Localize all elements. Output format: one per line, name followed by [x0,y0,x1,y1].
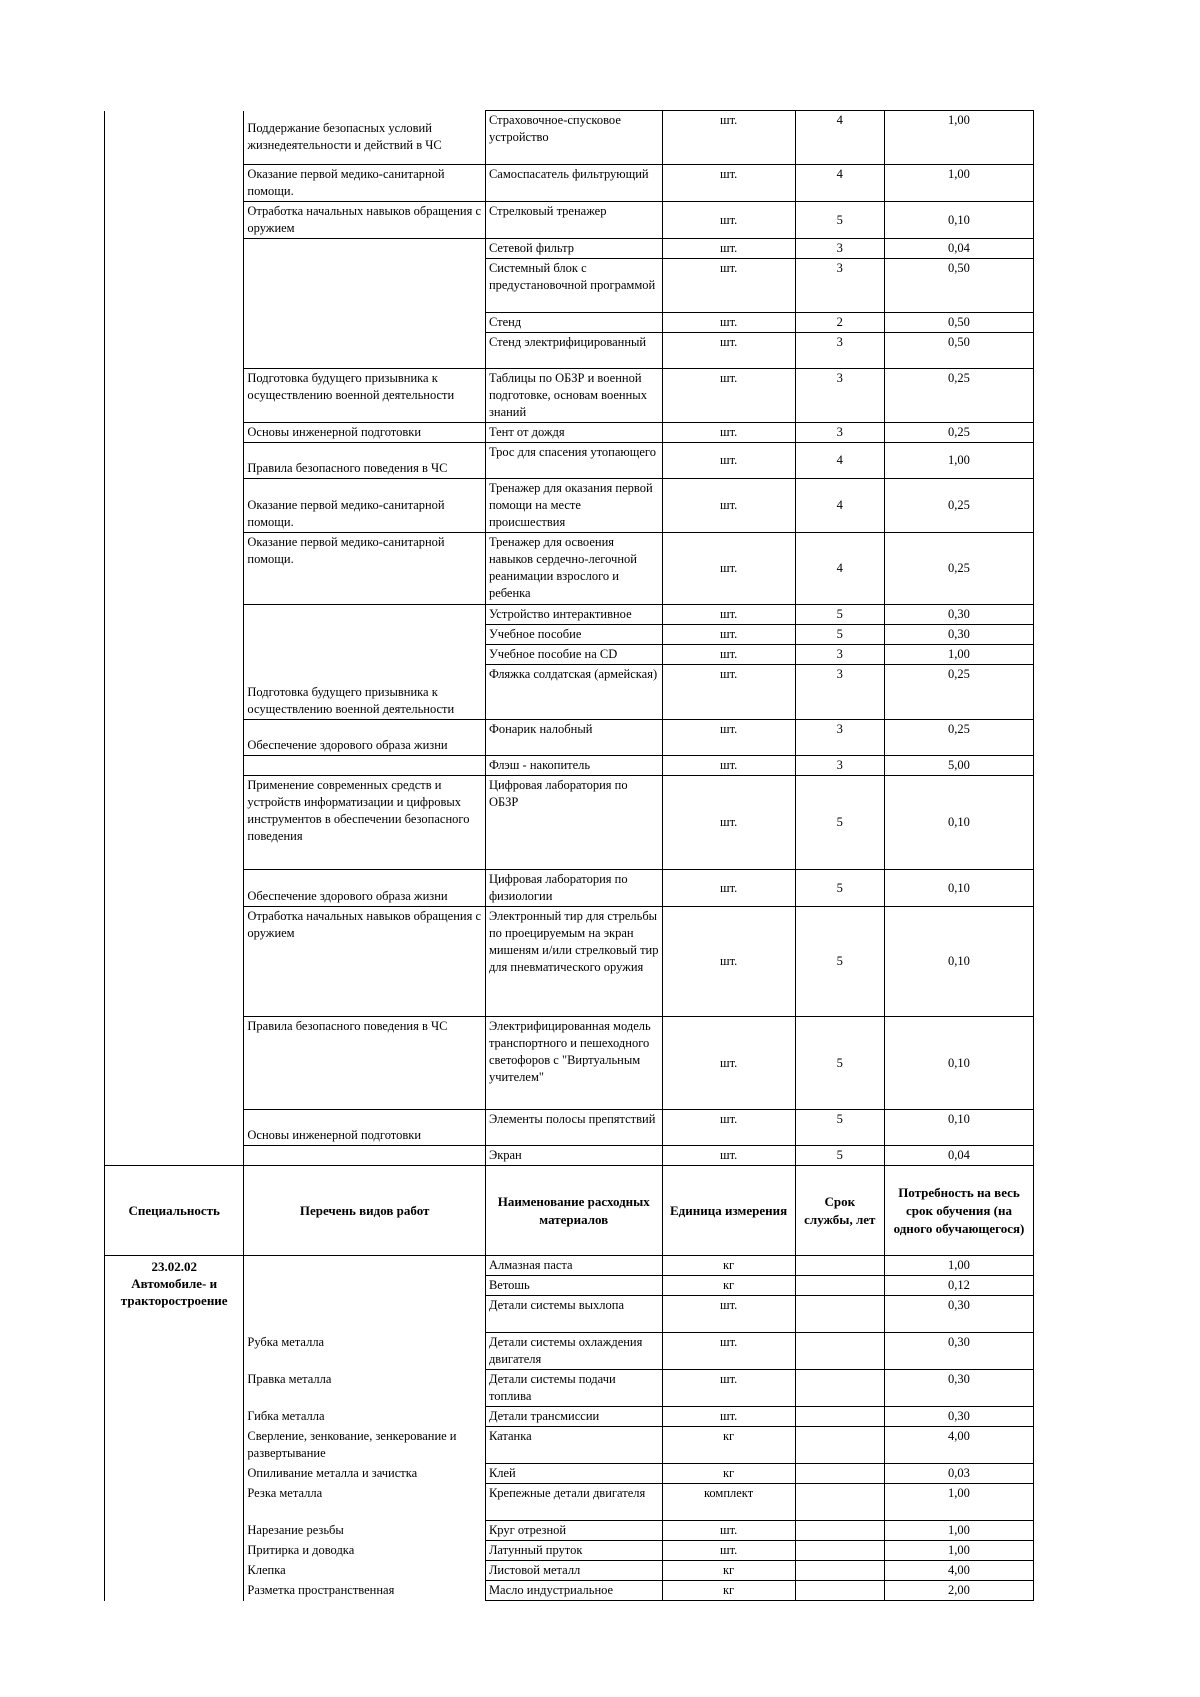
unit-cell: шт. [662,165,795,202]
work-cell: Основы инженерной подготовки [244,1110,486,1146]
table-row [105,1541,1034,1561]
material-cell: Тренажер для освоения навыков сердечно-легочной реанимации взрослого и ребенка [485,533,662,605]
header-material: Наименование расходных материалов [485,1166,662,1256]
table-row [105,1464,1034,1484]
need-cell: 0,30 [884,1296,1033,1333]
life-cell: 3 [795,645,884,665]
table-row [105,1581,1034,1601]
table-row [105,720,1034,756]
material-cell: Сетевой фильтр [485,239,662,259]
work-cell [244,756,486,776]
table-row [105,239,1034,259]
need-cell: 0,10 [884,202,1033,239]
unit-cell: шт. [662,605,795,625]
life-cell: 4 [795,533,884,605]
unit-cell: шт. [662,907,795,1017]
table-row [105,533,1034,605]
material-cell: Детали системы подачи топлива [485,1370,662,1407]
header-life: Срок службы, лет [795,1166,884,1256]
table-row [105,1256,1034,1276]
need-cell: 0,25 [884,423,1033,443]
need-cell: 0,50 [884,313,1033,333]
unit-cell: шт. [662,1407,795,1427]
unit-cell: кг [662,1427,795,1464]
material-cell: Цифровая лаборатория по физиологии [485,870,662,907]
material-cell: Устройство интерактивное [485,605,662,625]
unit-cell: кг [662,1256,795,1276]
need-cell: 0,10 [884,1110,1033,1146]
unit-cell: кг [662,1581,795,1601]
life-cell: 5 [795,1017,884,1110]
unit-cell: шт. [662,479,795,533]
unit-cell: шт. [662,1541,795,1561]
life-cell [795,1370,884,1407]
life-cell: 5 [795,625,884,645]
material-cell: Тент от дождя [485,423,662,443]
unit-cell: шт. [662,776,795,870]
life-cell [795,1541,884,1561]
life-cell [795,1333,884,1370]
work-cell [244,239,486,369]
material-cell: Катанка [485,1427,662,1464]
material-cell: Клей [485,1464,662,1484]
material-cell: Страховочное-спусковое устройство [485,111,662,165]
material-cell: Элементы полосы препятствий [485,1110,662,1146]
need-cell: 0,04 [884,239,1033,259]
material-cell: Электронный тир для стрельбы по проецируемым на экран мишеням и/или стрелковый тир для пневматического оружия [485,907,662,1017]
life-cell: 5 [795,776,884,870]
need-cell: 0,30 [884,605,1033,625]
unit-cell: шт. [662,111,795,165]
work-cell: Отработка начальных навыков обращения с оружием [244,202,486,239]
need-cell: 0,25 [884,479,1033,533]
unit-cell: шт. [662,202,795,239]
material-cell: Латунный пруток [485,1541,662,1561]
life-cell: 3 [795,756,884,776]
unit-cell: шт. [662,333,795,369]
table-row [105,1427,1034,1464]
material-cell: Ветошь [485,1276,662,1296]
life-cell: 3 [795,423,884,443]
unit-cell: шт. [662,645,795,665]
unit-cell: шт. [662,533,795,605]
unit-cell: шт. [662,625,795,645]
material-cell: Электрифицированная модель транспортного и пешеходного светофоров с "Виртуальным учителем" [485,1017,662,1110]
life-cell [795,1256,884,1276]
table-row [105,369,1034,423]
work-cell: Правка металла [244,1370,486,1407]
need-cell: 1,00 [884,111,1033,165]
work-cell [244,1256,486,1333]
material-cell: Стрелковый тренажер [485,202,662,239]
table-row [105,1017,1034,1110]
material-cell: Детали системы охлаждения двигателя [485,1333,662,1370]
life-cell: 3 [795,665,884,720]
need-cell: 4,00 [884,1427,1033,1464]
unit-cell: кг [662,1276,795,1296]
material-cell: Стенд [485,313,662,333]
life-cell: 3 [795,369,884,423]
unit-cell: шт. [662,369,795,423]
life-cell [795,1427,884,1464]
material-cell: Трос для спасения утопающего [485,443,662,479]
work-cell: Нарезание резьбы [244,1521,486,1541]
need-cell: 0,50 [884,259,1033,313]
work-cell: Притирка и доводка [244,1541,486,1561]
speciality-name: Автомобиле- и тракторостроение [120,1276,228,1308]
life-cell: 5 [795,907,884,1017]
unit-cell: шт. [662,870,795,907]
material-cell: Алмазная паста [485,1256,662,1276]
need-cell: 1,00 [884,1484,1033,1521]
material-cell: Листовой металл [485,1561,662,1581]
unit-cell: кг [662,1561,795,1581]
unit-cell: шт. [662,423,795,443]
work-cell: Оказание первой медико-санитарной помощи. [244,479,486,533]
unit-cell: комплект [662,1484,795,1521]
unit-cell: шт. [662,665,795,720]
table-row [105,202,1034,239]
work-cell: Поддержание безопасных условий жизнедеятельности и действий в ЧС [244,111,486,165]
table-row [105,423,1034,443]
unit-cell: шт. [662,313,795,333]
unit-cell: шт. [662,756,795,776]
unit-cell: шт. [662,1017,795,1110]
need-cell: 0,25 [884,533,1033,605]
material-cell: Крепежные детали двигателя [485,1484,662,1521]
need-cell: 0,25 [884,369,1033,423]
table-row [105,907,1034,1017]
material-cell: Масло индустриальное [485,1581,662,1601]
need-cell: 0,25 [884,665,1033,720]
need-cell: 0,12 [884,1276,1033,1296]
materials-table [104,110,1034,1601]
unit-cell: шт. [662,443,795,479]
need-cell: 0,30 [884,1407,1033,1427]
table-row [105,776,1034,870]
life-cell [795,1464,884,1484]
life-cell: 4 [795,479,884,533]
need-cell: 1,00 [884,1541,1033,1561]
table-row [105,1484,1034,1521]
table-row [105,111,1034,165]
work-cell: Сверление, зенкование, зенкерование и развертывание [244,1427,486,1464]
table-row [105,1146,1034,1166]
header-unit: Единица измерения [662,1166,795,1256]
material-cell: Фляжка солдатская (армейская) [485,665,662,720]
material-cell: Флэш - накопитель [485,756,662,776]
unit-cell: шт. [662,1110,795,1146]
material-cell: Тренажер для оказания первой помощи на месте происшествия [485,479,662,533]
need-cell: 0,30 [884,1333,1033,1370]
need-cell: 0,30 [884,625,1033,645]
unit-cell: шт. [662,1521,795,1541]
need-cell: 1,00 [884,165,1033,202]
life-cell [795,1521,884,1541]
life-cell [795,1296,884,1333]
work-cell: Разметка пространственная [244,1581,486,1601]
table-row [105,479,1034,533]
work-cell: Обеспечение здорового образа жизни [244,870,486,907]
life-cell: 3 [795,239,884,259]
unit-cell: шт. [662,1333,795,1370]
table-row [105,1333,1034,1370]
material-cell: Цифровая лаборатория по ОБЗР [485,776,662,870]
table-row [105,1110,1034,1146]
unit-cell: кг [662,1464,795,1484]
header-works: Перечень видов работ [244,1166,486,1256]
life-cell: 5 [795,202,884,239]
need-cell: 1,00 [884,1521,1033,1541]
work-cell: Правила безопасного поведения в ЧС [244,443,486,479]
life-cell: 4 [795,443,884,479]
need-cell: 4,00 [884,1561,1033,1581]
work-cell: Подготовка будущего призывника к осуществлению военной деятельности [244,369,486,423]
need-cell: 0,10 [884,907,1033,1017]
need-cell: 0,10 [884,870,1033,907]
table-row [105,870,1034,907]
need-cell: 2,00 [884,1581,1033,1601]
life-cell: 3 [795,333,884,369]
speciality-cell [105,111,244,1166]
life-cell: 4 [795,165,884,202]
work-cell: Применение современных средств и устройств информатизации и цифровых инструментов в обеспечении безопасного поведения [244,776,486,870]
speciality-cell [105,1256,244,1601]
need-cell: 5,00 [884,756,1033,776]
table-row [105,165,1034,202]
material-cell: Фонарик налобный [485,720,662,756]
material-cell: Детали трансмиссии [485,1407,662,1427]
table-row [105,756,1034,776]
work-cell: Оказание первой медико-санитарной помощи. [244,165,486,202]
header-speciality: Специальность [105,1166,244,1256]
life-cell [795,1484,884,1521]
need-cell: 0,04 [884,1146,1033,1166]
unit-cell: шт. [662,1370,795,1407]
work-cell: Опиливание металла и зачистка [244,1464,486,1484]
work-cell: Рубка металла [244,1333,486,1370]
work-cell: Основы инженерной подготовки [244,423,486,443]
life-cell [795,1276,884,1296]
material-cell: Экран [485,1146,662,1166]
table-row [105,1370,1034,1407]
work-cell: Правила безопасного поведения в ЧС [244,1017,486,1110]
need-cell: 0,10 [884,776,1033,870]
work-cell: Клепка [244,1561,486,1581]
table-header-row [105,1166,1034,1256]
material-cell: Системный блок с предустановочной программой [485,259,662,313]
work-cell: Обеспечение здорового образа жизни [244,720,486,756]
material-cell: Круг отрезной [485,1521,662,1541]
material-cell: Учебное пособие [485,625,662,645]
life-cell: 3 [795,259,884,313]
unit-cell: шт. [662,1296,795,1333]
need-cell: 0,30 [884,1370,1033,1407]
need-cell: 0,25 [884,720,1033,756]
work-cell: Подготовка будущего призывника к осуществлению военной деятельности [244,605,486,720]
life-cell: 3 [795,720,884,756]
header-need: Потребность на весь срок обучения (на одного обучающегося) [884,1166,1033,1256]
work-cell: Гибка металла [244,1407,486,1427]
speciality-code: 23.02.02 [151,1259,197,1274]
need-cell: 1,00 [884,645,1033,665]
materials-table-sheet [104,110,1034,1601]
unit-cell: шт. [662,720,795,756]
table-row [105,1521,1034,1541]
material-cell: Детали системы выхлопа [485,1296,662,1333]
life-cell [795,1581,884,1601]
need-cell: 1,00 [884,443,1033,479]
unit-cell: шт. [662,239,795,259]
need-cell: 1,00 [884,1256,1033,1276]
work-cell: Отработка начальных навыков обращения с оружием [244,907,486,1017]
unit-cell: шт. [662,1146,795,1166]
need-cell: 0,50 [884,333,1033,369]
work-cell: Резка металла [244,1484,486,1521]
material-cell: Таблицы по ОБЗР и военной подготовке, основам военных знаний [485,369,662,423]
work-cell: Оказание первой медико-санитарной помощи. [244,533,486,605]
life-cell: 5 [795,605,884,625]
life-cell [795,1407,884,1427]
life-cell: 5 [795,1146,884,1166]
need-cell: 0,03 [884,1464,1033,1484]
work-cell [244,1146,486,1166]
life-cell: 5 [795,870,884,907]
table-row [105,443,1034,479]
need-cell: 0,10 [884,1017,1033,1110]
life-cell: 4 [795,111,884,165]
unit-cell: шт. [662,259,795,313]
material-cell: Самоспасатель фильтрующий [485,165,662,202]
material-cell: Стенд электрифицированный [485,333,662,369]
table-row [105,1561,1034,1581]
table-row [105,1407,1034,1427]
material-cell: Учебное пособие на CD [485,645,662,665]
life-cell [795,1561,884,1581]
life-cell: 5 [795,1110,884,1146]
life-cell: 2 [795,313,884,333]
table-row [105,605,1034,625]
